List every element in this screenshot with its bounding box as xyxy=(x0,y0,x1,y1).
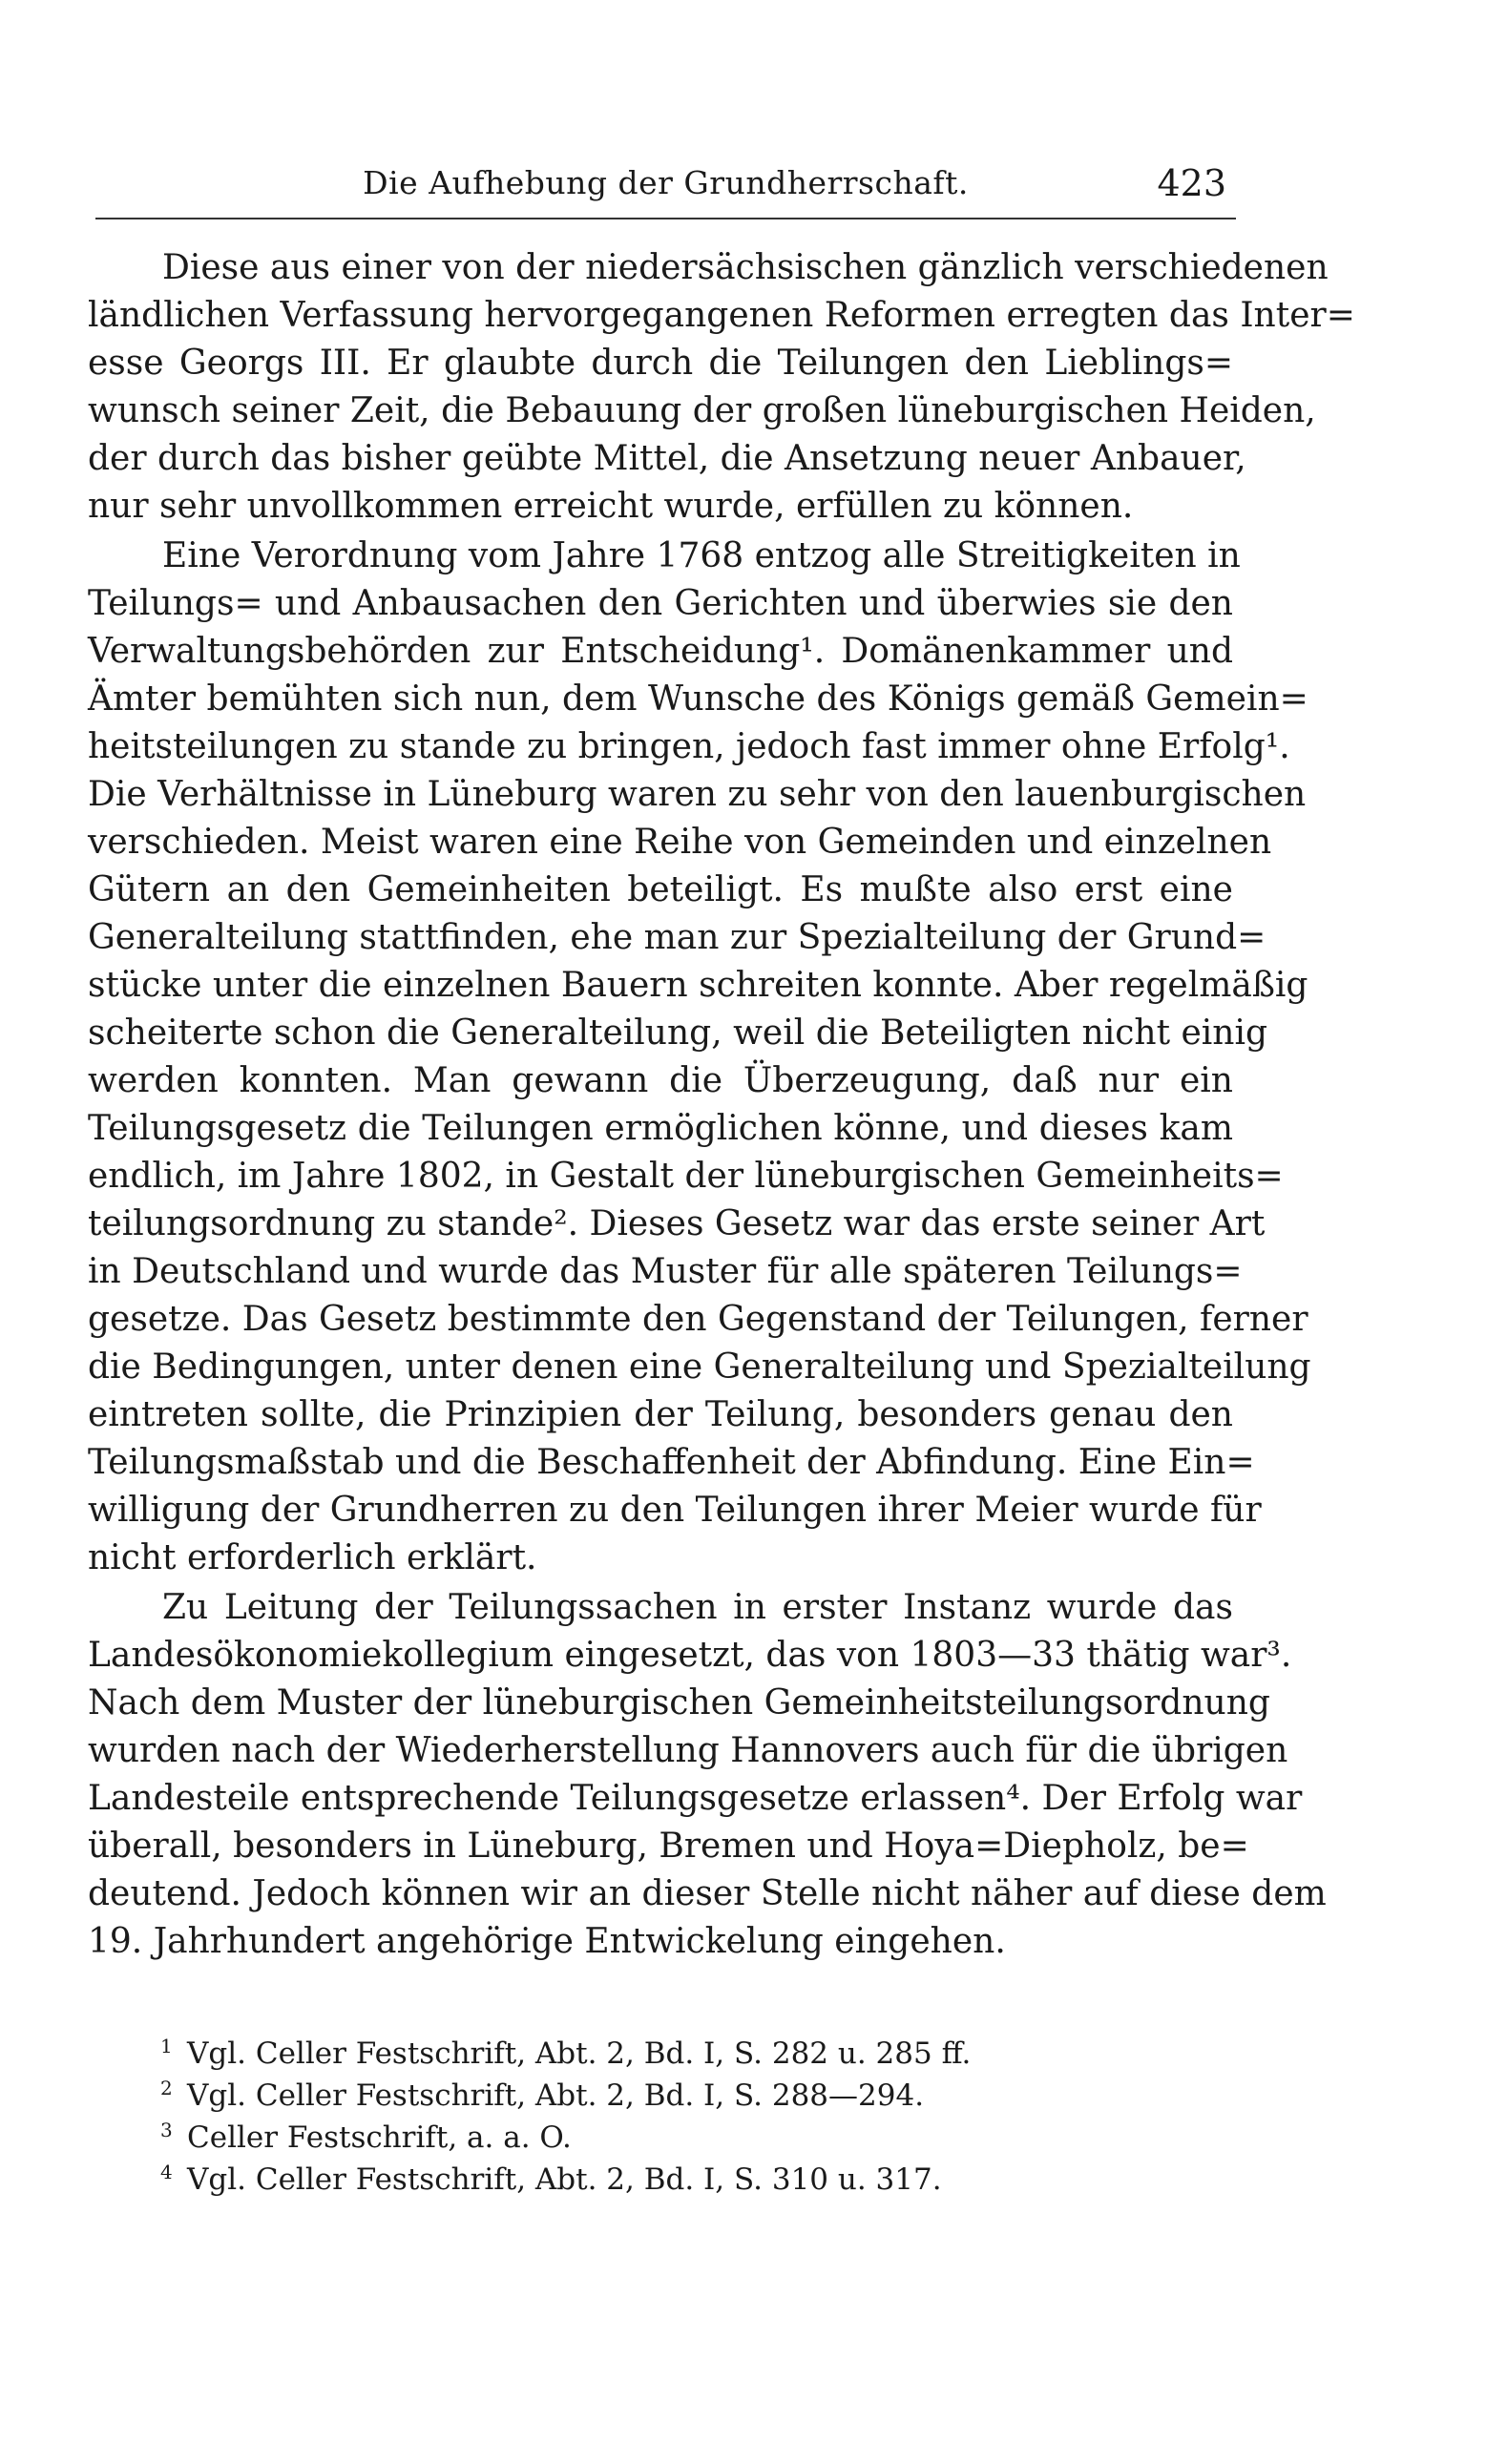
text-line: Teilungsgesetz die Teilungen ermöglichen könne, und dieses kam xyxy=(88,1109,1233,1148)
text-line: heitsteilungen zu stande zu bringen, jedoch fast immer ohne Erfolg¹. xyxy=(88,727,1290,766)
text-line: endlich, im Jahre 1802, in Gestalt der lüneburgischen Gemeinheits= xyxy=(88,1157,1284,1196)
text-line: verschieden. Meist waren eine Reihe von Gemeinden und einzelnen xyxy=(88,823,1272,862)
text-line: Landesteile entsprechende Teilungsgesetze erlassen⁴. Der Erfolg war xyxy=(88,1779,1303,1818)
text-line: Ämter bemühten sich nun, dem Wunsche des Königs gemäß Gemein= xyxy=(88,679,1308,719)
footnote-text: Vgl. Celler Festschrift, Abt. 2, Bd. I, S. 282 u. 285 ff. xyxy=(187,2036,972,2071)
footnote-mark: 4 xyxy=(160,2161,173,2183)
running-title: Die Aufhebung der Grundherrschaft. xyxy=(363,164,969,201)
text-line: stücke unter die einzelnen Bauern schreiten konnte. Aber regelmäßig xyxy=(88,966,1308,1005)
text-line: der durch das bisher geübte Mittel, die Ansetzung neuer Anbauer, xyxy=(88,439,1246,478)
text-line: Verwaltungsbehörden zur Entscheidung¹. Domänenkammer und xyxy=(88,632,1233,671)
text-line: Zu Leitung der Teilungssachen in erster Instanz wurde das xyxy=(162,1588,1233,1627)
text-line: Teilungsmaßstab und die Beschaffenheit der Abfindung. Eine Ein= xyxy=(88,1443,1255,1482)
text-line: scheiterte schon die Generalteilung, weil die Beteiligten nicht einig xyxy=(88,1013,1268,1053)
running-head xyxy=(95,160,1236,219)
paragraph-3 xyxy=(88,1584,1327,1966)
text-line: eintreten sollte, die Prinzipien der Teilung, besonders genau den xyxy=(88,1395,1233,1434)
footnote-mark: 2 xyxy=(160,2077,173,2099)
text-line: nicht erforderlich erklärt. xyxy=(88,1538,537,1577)
text-line: Eine Verordnung vom Jahre 1768 entzog alle Streitigkeiten in xyxy=(162,536,1241,575)
text-line: Die Verhältnisse in Lüneburg waren zu sehr von den lauenburgischen xyxy=(88,775,1307,814)
text-line: ländlichen Verfassung hervorgegangenen Reformen erregten das Inter= xyxy=(88,296,1355,335)
body-text xyxy=(88,244,1355,1968)
footnote-text: Vgl. Celler Festschrift, Abt. 2, Bd. I, S. 310 u. 317. xyxy=(187,2162,942,2197)
paragraph-1 xyxy=(88,244,1355,531)
text-line: deutend. Jedoch können wir an dieser Stelle nicht näher auf diese dem xyxy=(88,1874,1327,1913)
text-line: die Bedingungen, unter denen eine Generalteilung und Spezialteilung xyxy=(88,1347,1311,1387)
text-line: werden konnten. Man gewann die Überzeugung, daß nur ein xyxy=(88,1061,1233,1100)
text-line: teilungsordnung zu stande². Dieses Gesetz war das erste seiner Art xyxy=(88,1204,1266,1243)
paragraph-2 xyxy=(88,532,1311,1582)
footnote-mark: 1 xyxy=(160,2035,173,2057)
footnote-1 xyxy=(160,2033,1210,2075)
footnote-text: Celler Festschrift, a. a. O. xyxy=(187,2120,572,2155)
text-line: Nach dem Muster der lüneburgischen Gemeinheitsteilungsordnung xyxy=(88,1683,1270,1723)
page-number: 423 xyxy=(1157,162,1226,204)
text-line: Diese aus einer von der niedersächsischen gänzlich verschiedenen xyxy=(162,248,1329,287)
text-line: wurden nach der Wiederherstellung Hannovers auch für die übrigen xyxy=(88,1731,1288,1770)
footnote-2 xyxy=(160,2075,1210,2117)
text-line: willigung der Grundherren zu den Teilungen ihrer Meier wurde für xyxy=(88,1491,1262,1530)
text-line: wunsch seiner Zeit, die Bebauung der großen lüneburgischen Heiden, xyxy=(88,391,1316,430)
text-line: nur sehr unvollkommen erreicht wurde, erfüllen zu können. xyxy=(88,487,1134,526)
text-line: Gütern an den Gemeinheiten beteiligt. Es mußte also erst eine xyxy=(88,870,1233,909)
footnote-mark: 3 xyxy=(160,2119,173,2141)
text-line: Landesökonomiekollegium eingesetzt, das von 1803—33 thätig war³. xyxy=(88,1636,1292,1675)
footnote-3 xyxy=(160,2117,1210,2159)
footnote-text: Vgl. Celler Festschrift, Abt. 2, Bd. I, S. 288—294. xyxy=(187,2078,925,2113)
footnote-4 xyxy=(160,2159,1210,2201)
text-line: esse Georgs III. Er glaubte durch die Teilungen den Lieblings= xyxy=(88,344,1233,383)
text-line: Teilungs= und Anbausachen den Gerichten und überwies sie den xyxy=(88,584,1233,623)
text-line: Generalteilung stattfinden, ehe man zur Spezialteilung der Grund= xyxy=(88,918,1266,957)
footnotes xyxy=(160,2033,1210,2201)
text-line: in Deutschland und wurde das Muster für alle späteren Teilungs= xyxy=(88,1252,1243,1291)
text-line: gesetze. Das Gesetz bestimmte den Gegenstand der Teilungen, ferner xyxy=(88,1300,1308,1339)
text-line: überall, besonders in Lüneburg, Bremen und Hoya=Diepholz, be= xyxy=(88,1827,1249,1866)
text-line: 19. Jahrhundert angehörige Entwickelung eingehen. xyxy=(88,1922,1006,1961)
